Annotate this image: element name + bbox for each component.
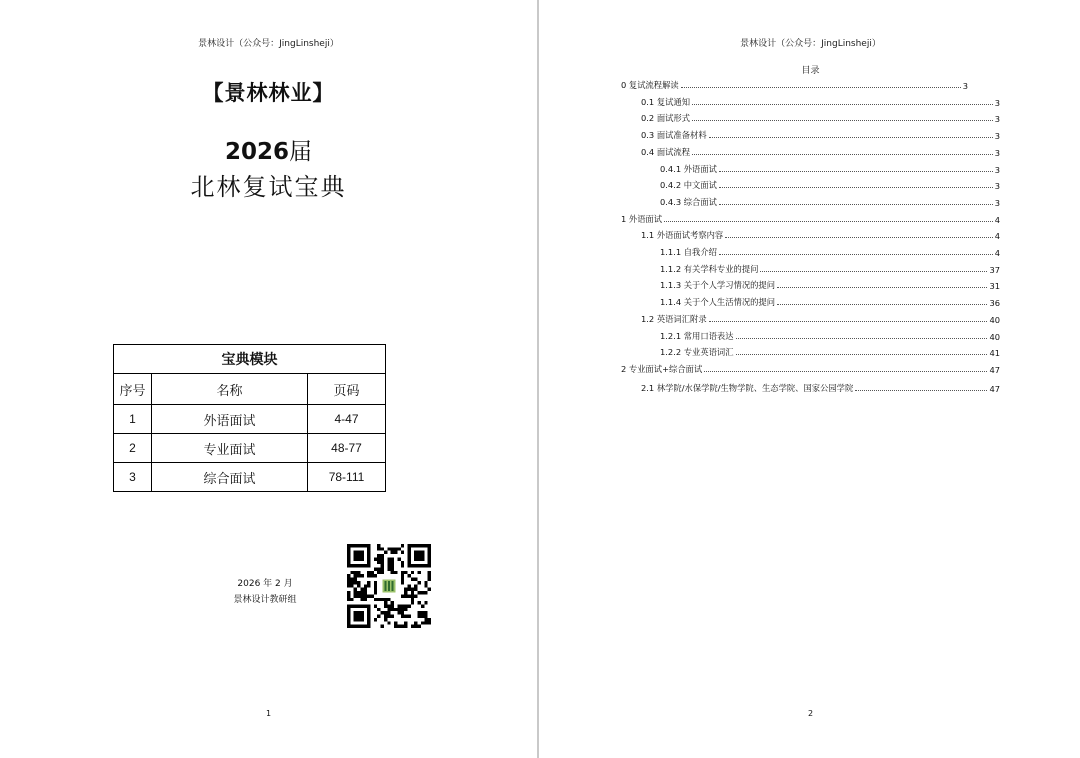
row-name: 外语面试 [152,405,308,434]
toc-leader-dots [777,304,987,305]
toc-entry[interactable] [660,296,1000,308]
toc-leader-dots [736,354,988,355]
toc-leader-dots [719,204,993,205]
toc-entry-page: 4 [994,248,1000,258]
toc-entry-title: 0 复试流程解读 [621,80,679,90]
toc-leader-dots [777,287,987,288]
page-number: 1 [265,709,272,718]
toc-entry-title: 0.4.3 综合面试 [660,196,717,207]
toc-entry-page: 47 [989,364,1000,375]
toc-entry[interactable] [641,313,1000,325]
row-pages: 4-47 [308,405,386,434]
toc-entry-title: 1.2.1 常用口语表达 [660,330,734,341]
toc-entry[interactable] [660,163,1000,175]
toc-leader-dots [855,390,987,391]
publish-date: 2026 年 2 月 [237,579,293,589]
author-group: 景林设计教研组 [233,595,297,605]
toc-entry-page: 31 [989,281,1000,292]
row-name: 专业面试 [152,434,308,463]
toc-entry-page: 3 [994,97,1000,108]
toc-entry[interactable] [660,179,1000,191]
toc-title: 目录 [801,66,820,76]
edition-year [0,133,537,166]
toc-entry-page: 37 [989,264,1000,275]
toc-leader-dots [692,120,993,121]
year-number: 2026 [224,139,289,165]
toc-entry-title: 2.1 林学院/水保学院/生物学院、生态学院、国家公园学院 [641,383,854,394]
toc-leader-dots [692,154,993,155]
qr-code-icon [347,544,431,628]
toc-entry-title: 0.1 复试通知 [641,96,691,107]
toc-entry[interactable] [660,279,1000,291]
header-index: 序号 [114,374,152,405]
toc-entry[interactable] [641,129,1000,141]
toc-leader-dots [681,87,961,88]
date-block [210,576,320,608]
toc-entry-title: 0.2 面试形式 [641,113,691,124]
toc-entry[interactable] [660,346,1000,358]
toc-entry[interactable] [621,213,1000,225]
toc-entry-title: 0.3 面试准备材料 [641,130,707,141]
toc-entry-page: 3 [994,164,1000,175]
toc-entry-page: 36 [989,298,1000,309]
toc-entry-title: 1.2.2 专业英语词汇 [660,347,734,358]
row-index: 1 [114,405,152,434]
toc-leader-dots [664,221,993,222]
toc-entry-title: 1.1 外语面试考察内容 [641,230,724,241]
toc-leader-dots [760,271,987,272]
table-row [114,463,386,492]
toc-entry-page: 47 [989,384,1000,395]
toc-entry-page: 3 [994,131,1000,142]
toc-entry-page: 4 [994,214,1000,225]
toc-entry[interactable] [641,146,1000,158]
toc-entry[interactable] [621,79,968,91]
organization-title: 【景林林业】 [202,81,335,105]
toc-entry-title: 0.4.1 外语面试 [660,163,717,174]
page-header: 景林设计（公众号：JingLinsheji） [740,39,881,49]
toc-leader-dots [736,338,988,339]
toc-leader-dots [709,137,993,138]
row-index: 3 [114,463,152,492]
toc-entry-title: 1.1.2 有关学科专业的提问 [660,263,759,274]
year-suffix: 届 [289,139,312,165]
toc-entry-page: 40 [989,331,1000,342]
toc-entry[interactable] [660,263,1000,275]
toc-entry-page: 3 [994,197,1000,208]
toc-entry-page: 40 [989,314,1000,325]
table-caption: 宝典模块 [114,345,386,374]
toc-entry[interactable] [641,229,1000,241]
toc-entry-page: 3 [994,147,1000,158]
header-pages: 页码 [308,374,386,405]
toc-leader-dots [719,254,993,255]
toc-entry-title: 1.1.3 关于个人学习情况的提问 [660,280,776,291]
toc-entry[interactable] [641,382,1000,394]
book-title: 北林复试宝典 [190,173,347,201]
page-2 [541,0,1080,758]
row-index: 2 [114,434,152,463]
toc-entry-page: 41 [989,348,1000,359]
toc-entry-page: 3 [994,181,1000,192]
toc-entry-title: 2 专业面试+综合面试 [621,363,703,374]
toc-leader-dots [719,171,993,172]
toc-entry[interactable] [660,246,1000,258]
toc-leader-dots [719,187,993,188]
toc-entry-page: 3 [994,114,1000,125]
toc-leader-dots [704,371,987,372]
page-divider [537,0,539,758]
toc-entry-page: 3 [962,81,968,91]
toc-entry[interactable] [641,112,1000,124]
toc-entry[interactable] [660,330,1000,342]
page-header: 景林设计（公众号：JingLinsheji） [198,39,339,49]
table-row [114,405,386,434]
toc-entry-title: 1.2 英语词汇附录 [641,313,707,324]
toc-entry-title: 0.4 面试流程 [641,146,691,157]
toc-leader-dots [692,104,993,105]
row-name: 综合面试 [152,463,308,492]
toc-entry-title: 0.4.2 中文面试 [660,180,717,191]
toc-entry[interactable] [621,363,1000,375]
toc-leader-dots [725,237,993,238]
modules-table [113,344,386,492]
toc-entry-title: 1 外语面试 [621,213,663,224]
row-pages: 78-111 [308,463,386,492]
toc-leader-dots [709,321,988,322]
page-1 [0,0,537,758]
toc-entry[interactable] [660,196,1000,208]
toc-entry-title: 1.1.4 关于个人生活情况的提问 [660,297,776,308]
toc-entry[interactable] [641,96,1000,108]
toc-entry-page: 4 [994,231,1000,242]
page-number: 2 [807,709,814,718]
row-pages: 48-77 [308,434,386,463]
toc-entry-title: 1.1.1 自我介绍 [660,247,717,257]
table-row [114,434,386,463]
header-name: 名称 [152,374,308,405]
